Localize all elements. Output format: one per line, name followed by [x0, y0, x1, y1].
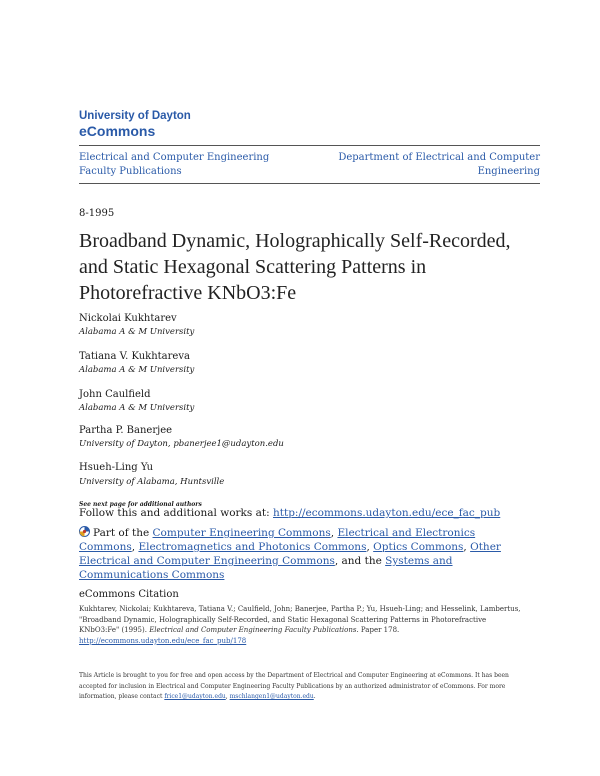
author-name: Partha P. Banerjee	[79, 425, 173, 436]
author-name: John Caulfield	[79, 389, 151, 400]
author-affiliation: Alabama A & M University	[79, 403, 195, 413]
institution-name[interactable]: University of Dayton	[79, 110, 191, 122]
follow-text: Follow this and additional works at:	[79, 507, 273, 519]
follow-url-link[interactable]: http://ecommons.udayton.edu/ece_fac_pub	[273, 507, 501, 519]
access-notice-text: This Article is brought to you for free and open access by the Department of Electrical and Computer Engineering at eCommons. It has been accepted for inclusion in Electrical and Computer Engineering Faculty Publications by an authorized administrator of eCommons. For more information, please contact	[79, 672, 509, 700]
repository-name[interactable]: eCommons	[79, 123, 156, 139]
paper-title: Broadband Dynamic, Holographically Self-Recorded, and Static Hexagonal Scattering Patterns in Photorefractive KNbO3:Fe	[79, 230, 511, 304]
header-rule	[79, 145, 540, 146]
collection-link[interactable]: Electrical and Computer Engineering Faculty Publications	[79, 152, 270, 177]
part-of-commons	[79, 526, 524, 582]
publication-date: 8-1995	[79, 208, 115, 219]
access-notice	[79, 671, 524, 703]
separator: ,	[131, 541, 139, 553]
citation-url-link[interactable]: http://ecommons.udayton.edu/ece_fac_pub/178	[79, 636, 247, 645]
commons-link-optics[interactable]: Optics Commons	[373, 541, 464, 553]
follow-line	[79, 507, 500, 519]
separator: , and the	[334, 555, 386, 567]
author-affiliation: University of Dayton, pbanerjee1@udayton.edu	[79, 439, 284, 449]
commons-link-electrical-electronics[interactable]: Electrical and Electronics Commons	[79, 527, 476, 553]
author-affiliation: Alabama A & M University	[79, 327, 195, 337]
commons-link-other-ece[interactable]: Other Electrical and Computer Engineering Commons	[79, 541, 501, 567]
separator: ,	[463, 541, 471, 553]
commons-link-systems-communications[interactable]: Systems and Communications Commons	[79, 555, 453, 581]
author-affiliation: Alabama A & M University	[79, 365, 195, 375]
department-link[interactable]: Department of Electrical and Computer Engineering	[338, 152, 540, 177]
see-next-page-note: See next page for additional authors	[79, 501, 202, 508]
period: .	[313, 693, 316, 700]
separator: ,	[366, 541, 374, 553]
contact-email-link[interactable]: frice1@udayton.edu	[164, 693, 226, 700]
commons-link-electromagnetics-photonics[interactable]: Electromagnetics and Photonics Commons	[138, 541, 367, 553]
citation-authors: Kukhtarev, Nickolai; Kukhtareva, Tatiana V.; Caulfield, John; Banerjee, Partha P.; Yu, Hsueh-Ling; and Hesselink, Lambertus, "Broadband Dynamic, Holographically Self-Recorded, and Static Hexagonal Scattering Patterns in Photorefractive KNbO3:Fe" (1995).	[79, 605, 521, 634]
citation-heading: eCommons Citation	[79, 589, 179, 600]
collection-rule	[79, 183, 540, 184]
contact-email-link[interactable]: mschlangen1@udayton.edu	[229, 693, 314, 700]
citation-paper-number: . Paper 178.	[356, 626, 400, 634]
citation-journal: Electrical and Computer Engineering Faculty Publications	[149, 626, 357, 634]
bepress-logo-icon	[79, 526, 90, 537]
separator: ,	[330, 527, 338, 539]
author-affiliation: University of Alabama, Huntsville	[79, 477, 225, 487]
author-name: Hsueh-Ling Yu	[79, 462, 154, 473]
citation-body	[79, 604, 524, 646]
part-of-prefix: Part of the	[93, 527, 153, 539]
author-name: Tatiana V. Kukhtareva	[79, 351, 190, 362]
separator: ,	[225, 693, 230, 700]
author-name: Nickolai Kukhtarev	[79, 313, 177, 324]
commons-link-computer-engineering[interactable]: Computer Engineering Commons	[152, 527, 331, 539]
